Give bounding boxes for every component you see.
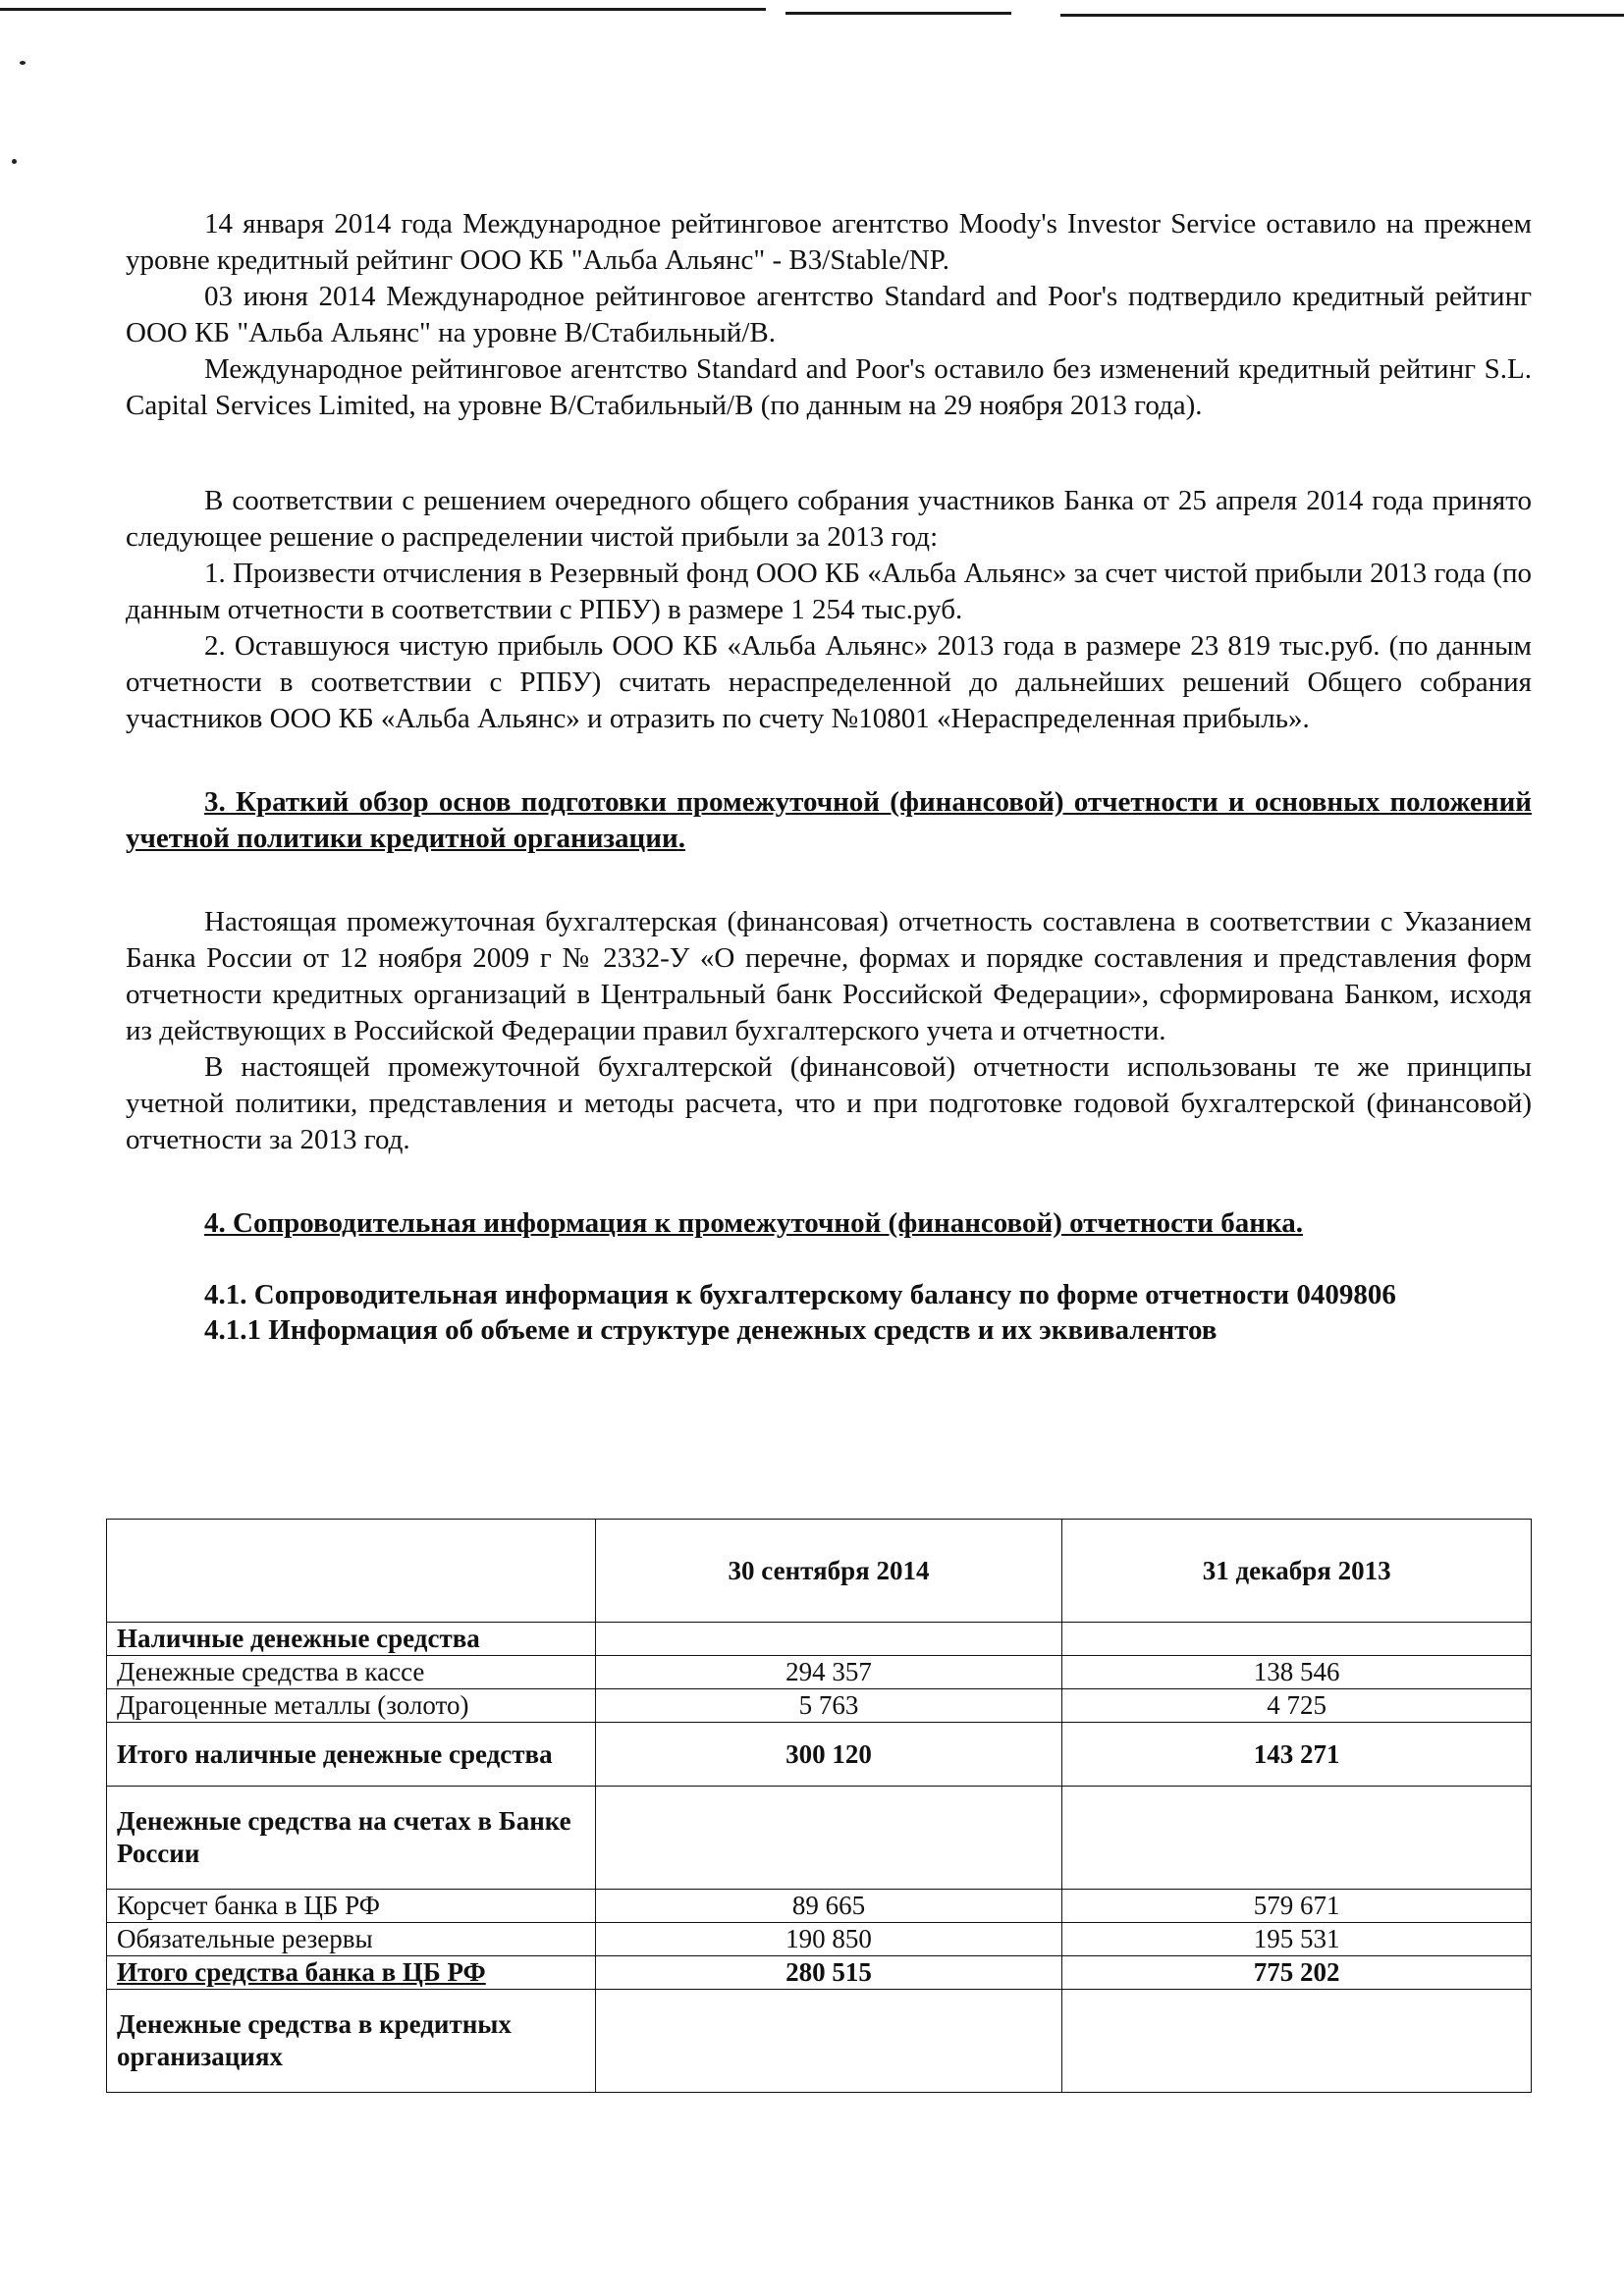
table-cell-value: 294 357 <box>595 1656 1062 1689</box>
table-row-label: Денежные средства на счетах в Банке России <box>107 1787 596 1890</box>
table-row <box>107 1787 1532 1890</box>
section-4-heading: 4. Сопроводительная информация к промежуточной (финансовой) отчетности банка. <box>204 1207 1303 1239</box>
table-row <box>107 1990 1532 2093</box>
paragraph-sp-confirm: 03 июня 2014 Международное рейтинговое агентство Standard and Poor's подтвердило кредитный рейтинг ООО КБ "Альба Альянс" на уровне В/Стабильный/В. <box>126 281 1532 348</box>
table-row-label: Корсчет банка в ЦБ РФ <box>107 1890 596 1923</box>
table-row <box>107 1656 1532 1689</box>
scan-artifact-line <box>1060 14 1624 17</box>
paragraph-section3-basis: Настоящая промежуточная бухгалтерская (финансовая) отчетность составлена в соответствии с Указанием Банка России от 12 ноября 2009 г № 2332-У «О перечне, формах и порядке составления и представления форм отчетности кредитных организаций в Центральный банк Российской Федерации», сформирована Банком, исходя из действующих в Российской Федерации правил бухгалтерского учета и отчетности. <box>126 906 1532 1046</box>
section-4-1-heading: 4.1. Сопроводительная информация к бухгалтерскому балансу по форме отчетности 0409806 <box>204 1279 1396 1310</box>
table-cell-value: 89 665 <box>595 1890 1062 1923</box>
table-cell-value: 143 271 <box>1062 1723 1532 1787</box>
table-cell-value: 138 546 <box>1062 1656 1532 1689</box>
table-row-label: Денежные средства в кассе <box>107 1656 596 1689</box>
table-cell-value <box>1062 1990 1532 2093</box>
scan-artifact-line <box>0 8 766 11</box>
paragraph-profit-decision: В соответствии с решением очередного общего собрания участников Банка от 25 апреля 2014 года принято следующее решение о распределении чистой прибыли за 2013 год: <box>126 485 1532 553</box>
scan-artifact-line <box>785 12 1011 15</box>
table-cell-value: 280 515 <box>595 1956 1062 1990</box>
document-page <box>126 206 1532 1347</box>
section-3-heading-text: 3. Краткий обзор основ подготовки промежуточной (финансовой) отчетности и основных положений учетной политики кредитной организации <box>126 786 1532 854</box>
paragraph-moodys: 14 января 2014 года Международное рейтинговое агентство Moody's Investor Service оставило на прежнем уровне кредитный рейтинг ООО КБ "Альба Альянс" - B3/Stable/NP. <box>126 208 1532 276</box>
table-row-label: Денежные средства в кредитных организациях <box>107 1990 596 2093</box>
table-row-label: Обязательные резервы <box>107 1923 596 1956</box>
table-cell-value <box>595 1623 1062 1656</box>
table-cell-value <box>595 1787 1062 1890</box>
table-cell-value <box>1062 1787 1532 1890</box>
section-4-1-1-heading: 4.1.1 Информация об объеме и структуре денежных средств и их эквивалентов <box>204 1314 1218 1346</box>
paragraph-profit-item-2: 2. Оставшуюся чистую прибыль ООО КБ «Альба Альянс» 2013 года в размере 23 819 тыс.руб. (по данным отчетности в соответствии с РПБУ) считать нераспределенной до дальнейших решений Общего собрания участников ООО КБ «Альба Альянс» и отразить по счету №10801 «Нераспределенная прибыль». <box>126 630 1532 734</box>
table-row-label: Драгоценные металлы (золото) <box>107 1689 596 1723</box>
table-row <box>107 1723 1532 1787</box>
paragraph-section3-policy: В настоящей промежуточной бухгалтерской (финансовой) отчетности использованы те же принципы учетной политики, представления и методы расчета, что и при подготовке годовой бухгалтерской (финансовой) отчетности за 2013 год. <box>126 1051 1532 1155</box>
table-header-cell <box>107 1520 596 1623</box>
cash-structure-table <box>106 1519 1532 2093</box>
table-cell-value <box>1062 1623 1532 1656</box>
table-header-cell: 31 декабря 2013 <box>1062 1520 1532 1623</box>
scan-artifact-speck <box>12 159 17 164</box>
table-cell-value: 4 725 <box>1062 1689 1532 1723</box>
section-3-heading <box>126 784 1532 857</box>
table-cell-value <box>595 1990 1062 2093</box>
scan-artifact-speck <box>20 61 26 65</box>
table-cell-value: 300 120 <box>595 1723 1062 1787</box>
paragraph-sp-slcapital: Международное рейтинговое агентство Standard and Poor's оставило без изменений кредитный рейтинг S.L. Capital Services Limited, на уровне В/Стабильный/В (по данным на 29 ноября 2013 года). <box>126 353 1532 421</box>
table-header-row <box>107 1520 1532 1623</box>
table-cell-value: 775 202 <box>1062 1956 1532 1990</box>
table-cell-value: 195 531 <box>1062 1923 1532 1956</box>
table-cell-value: 579 671 <box>1062 1890 1532 1923</box>
table-row-label: Наличные денежные средства <box>107 1623 596 1656</box>
table-row <box>107 1890 1532 1923</box>
paragraph-profit-item-1: 1. Произвести отчисления в Резервный фонд ООО КБ «Альба Альянс» за счет чистой прибыли 2013 года (по данным отчетности в соответствии с РПБУ) в размере 1 254 тыс.руб. <box>126 558 1532 625</box>
table-row <box>107 1623 1532 1656</box>
table-row <box>107 1689 1532 1723</box>
table-row <box>107 1923 1532 1956</box>
table-cell-value: 5 763 <box>595 1689 1062 1723</box>
table-row <box>107 1956 1532 1990</box>
table-row-label: Итого наличные денежные средства <box>107 1723 596 1787</box>
table-cell-value: 190 850 <box>595 1923 1062 1956</box>
section-3-heading-tail: . <box>677 823 685 854</box>
table-header-cell: 30 сентября 2014 <box>595 1520 1062 1623</box>
table-row-label: Итого средства банка в ЦБ РФ <box>107 1956 596 1990</box>
